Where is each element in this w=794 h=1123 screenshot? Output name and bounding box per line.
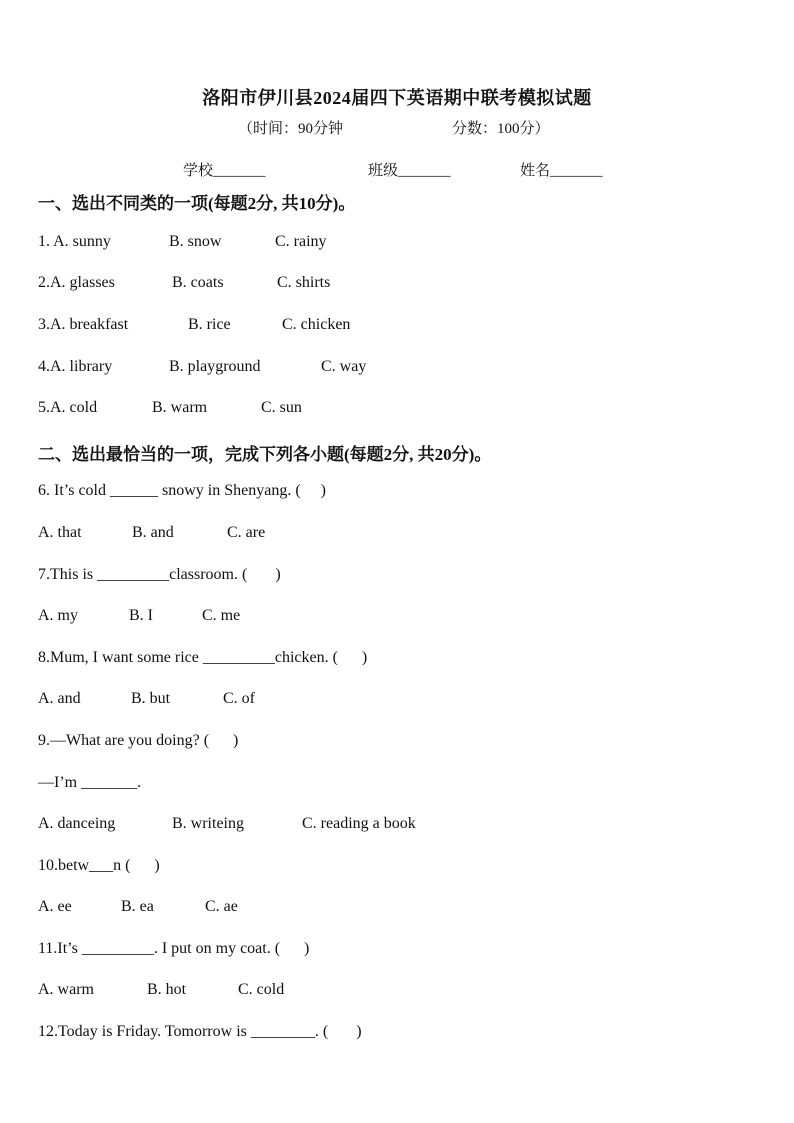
section-2-heading: 二、选出最恰当的一项，完成下列各小题(每题2分, 共20分)。 — [38, 445, 492, 464]
name-field: 姓名_______ — [520, 163, 603, 179]
question-6-option-b: B. and — [132, 524, 174, 541]
exam-title: 洛阳市伊川县2024届四下英语期中联考模拟试题 — [202, 88, 592, 108]
question-11-stem: 11.It’s _________. I put on my coat. ( ) — [38, 940, 310, 957]
class-field: 班级_______ — [368, 163, 451, 179]
question-7-option-b: B. I — [129, 607, 153, 624]
question-1-option-b: B. snow — [169, 233, 222, 250]
question-11-option-a: A. warm — [38, 981, 94, 998]
question-9-answer-line: —I’m _______. — [38, 774, 142, 791]
question-1-option-c: C. rainy — [275, 233, 327, 250]
question-11-option-c: C. cold — [238, 981, 285, 998]
section-1-heading: 一、选出不同类的一项(每题2分, 共10分)。 — [38, 194, 356, 213]
question-2-option-c: C. shirts — [277, 274, 331, 291]
question-5-option-a: 5.A. cold — [38, 399, 98, 416]
school-field: 学校_______ — [183, 163, 266, 179]
question-7-option-c: C. me — [202, 607, 241, 624]
exam-score: 分数：100分） — [452, 121, 550, 137]
question-12-stem: 12.Today is Friday. Tomorrow is ________. ( ) — [38, 1023, 362, 1040]
question-6-option-c: C. are — [227, 524, 266, 541]
question-9-option-c: C. reading a book — [302, 815, 416, 832]
question-9-option-a: A. danceing — [38, 815, 116, 832]
question-2-option-b: B. coats — [172, 274, 224, 291]
exam-time: （时间：90分钟 — [238, 121, 344, 137]
question-4-option-b: B. playground — [169, 358, 261, 375]
question-8-option-b: B. but — [131, 690, 171, 707]
question-7-option-a: A. my — [38, 607, 78, 624]
question-4-option-a: 4.A. library — [38, 358, 113, 375]
question-1-option-a: 1. A. sunny — [38, 233, 111, 250]
question-3-option-c: C. chicken — [282, 316, 351, 333]
question-10-stem: 10.betw___n ( ) — [38, 857, 160, 874]
question-8-stem: 8.Mum, I want some rice _________chicken. ( ) — [38, 649, 368, 666]
question-9-stem: 9.—What are you doing? ( ) — [38, 732, 239, 749]
question-2-option-a: 2.A. glasses — [38, 274, 115, 291]
question-3-option-b: B. rice — [188, 316, 231, 333]
question-6-stem: 6. It’s cold ______ snowy in Shenyang. ( ) — [38, 482, 326, 499]
question-8-option-a: A. and — [38, 690, 81, 707]
question-5-option-c: C. sun — [261, 399, 302, 416]
question-10-option-c: C. ae — [205, 898, 238, 915]
question-8-option-c: C. of — [223, 690, 255, 707]
question-5-option-b: B. warm — [152, 399, 208, 416]
question-7-stem: 7.This is _________classroom. ( ) — [38, 566, 281, 583]
question-10-option-a: A. ee — [38, 898, 72, 915]
question-11-option-b: B. hot — [147, 981, 187, 998]
question-9-option-b: B. writeing — [172, 815, 244, 832]
question-10-option-b: B. ea — [121, 898, 154, 915]
question-4-option-c: C. way — [321, 358, 367, 375]
question-3-option-a: 3.A. breakfast — [38, 316, 129, 333]
question-6-option-a: A. that — [38, 524, 82, 541]
